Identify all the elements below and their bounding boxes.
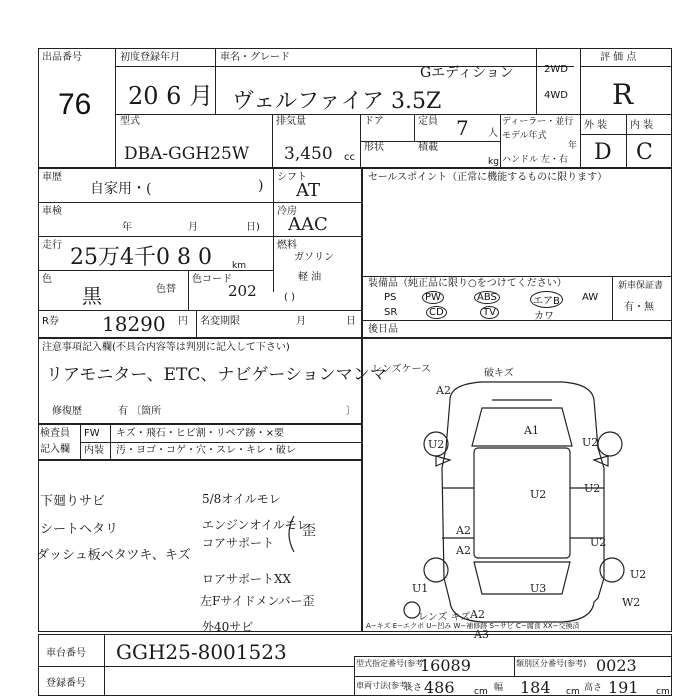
repair-close: 〕: [346, 406, 356, 417]
color-change-label: 色替: [156, 284, 176, 295]
mileage-value: 25万4千0 8 0: [70, 245, 212, 270]
cooling-label: 冷房: [277, 206, 297, 217]
mark-14: W2: [622, 596, 641, 609]
inspection-year: 年: [122, 222, 132, 233]
fuel-gasoline: ガソリン: [294, 252, 334, 263]
mark-5: U2: [530, 488, 547, 501]
height-value: 191: [608, 678, 639, 697]
interior-value: C: [636, 140, 653, 165]
width-value: 184: [520, 678, 551, 697]
inspection-label: 車検: [42, 206, 62, 217]
chassis-label: 車台番号: [46, 648, 86, 659]
recycle-yen: 円: [178, 316, 188, 327]
model-year-label: モデル年式: [502, 131, 547, 141]
lot-number: 76: [58, 88, 92, 121]
interior-row-label: 内装: [84, 445, 104, 456]
remark-right-4: ロアサポートXX: [202, 572, 292, 586]
eval-value: R: [612, 78, 634, 111]
recycle-label: R券: [42, 316, 59, 327]
equipment-cd: CD: [426, 306, 447, 319]
displacement-value: 3,450: [284, 144, 333, 164]
label-crack: 破キズ: [484, 368, 514, 379]
history-label: 車歴: [42, 172, 62, 183]
equipment-tv: TV: [480, 306, 499, 319]
width-label: 幅: [494, 683, 504, 693]
car-name-label: 車名・グレード: [220, 52, 290, 63]
grade-extra: Gエディション: [420, 65, 514, 81]
color-code-value: 202: [228, 282, 257, 300]
mark-7: A2: [456, 544, 471, 557]
first-registration-label: 初度登録年月: [120, 52, 180, 63]
dealer-label: ディーラー・並行: [502, 117, 574, 127]
remark-right-2: エンジンオイルモレ: [202, 518, 309, 532]
equipment-airbag: エアB: [530, 291, 563, 308]
mark-3: U2: [428, 438, 445, 451]
repair-label: 修復歴: [52, 406, 82, 417]
fw-items: キズ・飛石・ヒビ割・リペア跡・×要: [116, 428, 284, 439]
car-name-value: ヴェルファイア 3.5Z: [232, 89, 442, 114]
remark-bracket: [280, 514, 300, 554]
interior-items: 汚・ヨゴ・コゲ・穴・スレ・キレ・破レ: [116, 445, 296, 456]
height-cm: cm: [656, 687, 670, 697]
entry-label: 記入欄: [40, 444, 70, 455]
label-lens-case: レンズケース: [372, 364, 431, 375]
warranty-value: 有・無: [624, 302, 654, 313]
remark-left-2: シートヘタリ: [40, 522, 119, 537]
remark-right-3: コアサポート: [202, 536, 275, 550]
diagram-legend: A−キズ E−エクボ U−凹み W−補修跡 S−サビ C−腐食 XX−交換済: [366, 622, 580, 630]
recycle-value: 18290: [102, 312, 166, 336]
rear-seat-label: 後日品: [368, 324, 398, 335]
history-value: 自家用・(: [90, 181, 152, 197]
remark-left-3: ダッシュ板ベタツキ、キズ: [36, 548, 191, 563]
kg-label: kg: [488, 157, 499, 167]
category-label: 類別区分番号(参考): [516, 659, 587, 668]
mark-2: A2: [436, 384, 451, 397]
equipment-abs: ABS: [474, 291, 500, 304]
height-label: 高さ: [584, 683, 603, 693]
equipment-sr: SR: [384, 307, 398, 318]
notes-label: 注意事項記入欄(不具合内容等は判別に記入して下さい): [42, 342, 290, 353]
equipment-leather: カワ: [534, 311, 554, 322]
mileage-label: 走行: [42, 240, 62, 251]
repair-value: 有 〔箇所: [118, 406, 162, 417]
color-code-label: 色コード: [192, 274, 232, 285]
mark-11: A3: [474, 628, 489, 641]
equipment-ps: PS: [384, 292, 397, 303]
mark-12: U3: [530, 582, 547, 595]
length-cm: cm: [474, 687, 488, 697]
exterior-label: 外 装: [584, 120, 608, 131]
capacity-label: 定員: [418, 116, 438, 127]
exterior-value: D: [594, 140, 612, 165]
history-close: ): [258, 178, 264, 194]
shape-label: 形状: [364, 142, 384, 153]
reg-no-label: 登録番号: [46, 678, 86, 689]
dims-label: 車両寸法(参考): [356, 681, 411, 690]
fuel-light-oil: 軽 油: [298, 272, 322, 283]
inspection-day: 日): [246, 222, 260, 233]
interior-label: 内 装: [630, 120, 654, 131]
displacement-unit: cc: [344, 152, 355, 163]
remark-right-5: 左Fサイドメンバー歪: [200, 594, 315, 608]
equipment-label: 装備品（純正品に限り○をつけてください）: [368, 278, 567, 289]
eval-label: 評 価 点: [600, 52, 637, 63]
remark-right-1: 5/8オイルモレ: [202, 492, 281, 506]
mark-4: U2: [582, 436, 599, 449]
year-suffix: 年: [568, 141, 578, 151]
color-label: 色: [42, 274, 52, 285]
shift-label: シフト: [277, 172, 307, 183]
color-value: 黒: [82, 284, 102, 308]
color-code-paren: ( ): [284, 292, 295, 303]
type-spec-label: 型式指定番号(参考): [356, 659, 427, 668]
capacity-value: 7: [456, 116, 469, 140]
fw-label: FW: [84, 428, 100, 439]
equipment-pw: PW: [422, 291, 444, 304]
remark-right-6: 外40サビ: [202, 620, 254, 634]
length-value: 486: [424, 678, 455, 697]
handle-label: ハンドル 左・右: [502, 155, 568, 165]
remark-left-1: 下廻りサビ: [40, 494, 106, 509]
warranty-label: 新車保証書: [618, 281, 664, 291]
equipment-aw: AW: [582, 292, 599, 303]
inspection-month: 月: [188, 222, 198, 233]
type-spec-value: 16089: [420, 656, 471, 675]
mark-10: U2: [630, 568, 647, 581]
category-value: 0023: [596, 656, 637, 675]
reg-day: 日: [346, 316, 356, 327]
notes-text: リアモニター、ETC、ナビゲーションマンマ: [46, 365, 387, 385]
displacement-label: 排気量: [276, 116, 306, 127]
label-lens-grade: レンズ キズ: [418, 612, 471, 623]
chassis-value: GGH25-8001523: [116, 640, 287, 664]
model-value: DBA-GGH25W: [124, 144, 250, 164]
drive-2wd: 2WD: [544, 64, 568, 75]
car-diagram: [362, 338, 672, 632]
lot-label: 出品番号: [42, 52, 82, 63]
mark-6: A2: [456, 524, 471, 537]
sales-point-label: セールスポイント（正常に機能するものに限ります）: [368, 172, 608, 183]
mark-8: U2: [584, 482, 601, 495]
door-label: ドア: [364, 116, 384, 127]
fuel-label: 燃料: [277, 240, 297, 251]
mileage-unit: km: [232, 261, 246, 271]
load-label: 積載: [418, 142, 438, 153]
reg-month: 月: [296, 316, 306, 327]
mark-9: U2: [590, 536, 607, 549]
mark-1: A1: [524, 424, 539, 437]
length-label: 長さ: [404, 683, 423, 693]
drive-4wd: 4WD: [544, 90, 568, 101]
remark-bracket-note: 歪: [302, 523, 316, 539]
first-registration-value: 20 6 月: [128, 82, 214, 110]
shift-value: AT: [296, 180, 321, 201]
mark-15: A2: [470, 608, 485, 621]
capacity-unit: 人: [488, 128, 498, 139]
reg-period-label: 名変期限: [200, 316, 240, 327]
model-label: 型式: [120, 116, 140, 127]
width-cm: cm: [566, 687, 580, 697]
mark-13: U1: [412, 582, 429, 595]
cooling-value: AAC: [288, 214, 328, 235]
inspector-label: 検査員: [40, 428, 70, 439]
